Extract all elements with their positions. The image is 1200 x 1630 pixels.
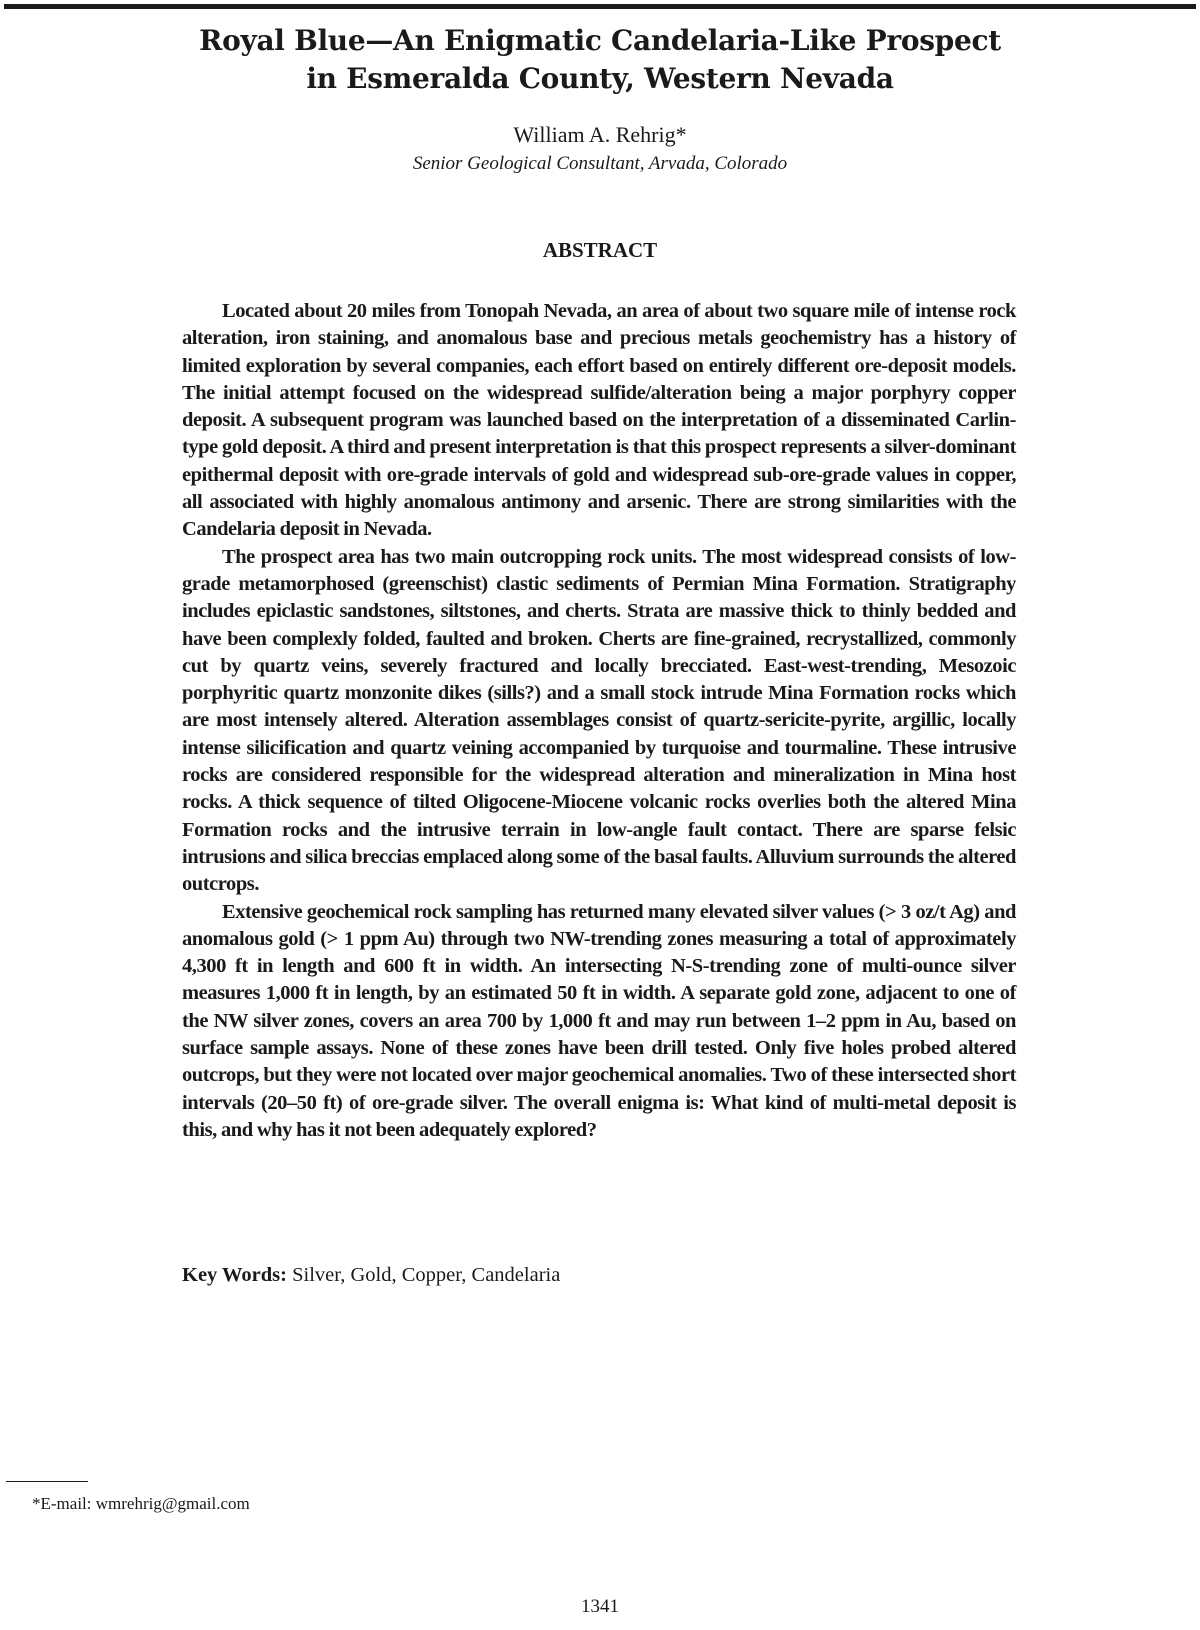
footnote-divider [6, 1481, 88, 1482]
footnote-email: *E-mail: wmrehrig@gmail.com [32, 1494, 250, 1513]
top-rule [4, 4, 1196, 9]
abstract-body [182, 298, 1016, 1144]
keywords-label: Key Words: [182, 1264, 287, 1286]
abstract-heading: ABSTRACT [542, 238, 658, 262]
author-affiliation: Senior Geological Consultant, Arvada, Colorado [412, 153, 788, 174]
title-line-1: Royal Blue—An Enigmatic Candelaria-Like Prospect [199, 24, 1001, 57]
paper-title [0, 22, 1200, 98]
keywords-value: Silver, Gold, Copper, Candelaria [286, 1264, 561, 1286]
abstract-paragraph: Extensive geochemical rock sampling has returned many elevated silver values (> 3 oz/t Ag) and anomalous gold (> 1 ppm Au) through two NW-trending zones measuring a total of approximately 4,300 ft in length and 600 ft in width. An intersecting N-S-trending zone of multi-ounce silver measures 1,000 ft in length, by an estimated 50 ft in width. A separate gold zone, adjacent to one of the NW silver zones, covers an area 700 by 1,000 ft and may run between 1–2 ppm in Au, based on surface sample assays. None of these zones have been drill tested. Only five holes probed altered outcrops, but they were not located over major geochemical anomalies. Two of these intersected short intervals (20–50 ft) of ore-grade silver. The overall enigma is: What kind of multi-metal deposit is this, and why has it not been adequately explored? [182, 900, 1016, 1141]
page-number: 1341 [581, 1596, 619, 1617]
abstract-paragraph: Located about 20 miles from Tonopah Nevada, an area of about two square mile of intense rock alteration, iron staining, and anomalous base and precious metals geochemistry has a history of limited exploration by several companies, each effort based on entirely different ore-deposit models. The initial attempt focused on the widespread sulfide/alteration being a major porphyry copper deposit. A subsequent program was launched based on the interpretation of a disseminated Carlin-type gold deposit. A third and present interpretation is that this prospect represents a silver-dominant epithermal deposit with ore-grade intervals of gold and widespread sub-ore-grade values in copper, all associated with highly anomalous antimony and arsenic. There are strong similarities with the Candelaria deposit in Nevada. [182, 300, 1016, 541]
title-line-2: in Esmeralda County, Western Nevada [306, 62, 894, 95]
abstract-paragraph: The prospect area has two main outcropping rock units. The most widespread consists of low-grade metamorphosed (greenschist) clastic sediments of Permian Mina Formation. Stratigraphy includes epiclastic sandstones, siltstones, and cherts. Strata are massive thick to thinly bedded and have been complexly folded, faulted and broken. Cherts are fine-grained, recrystallized, commonly cut by quartz veins, severely fractured and locally brecciated. East-west-trending, Mesozoic porphyritic quartz monzonite dikes (sills?) and a small stock intrude Mina Formation rocks which are most intensely altered. Alteration assemblages consist of quartz-sericite-pyrite, argillic, locally intense silicification and quartz veining accompanied by turquoise and tourmaline. These intrusive rocks are considered responsible for the widespread alteration and mineralization in Mina host rocks. A thick sequence of tilted Oligocene-Miocene volcanic rocks overlies both the altered Mina Formation rocks and the intrusive terrain in low-angle fault contact. There are sparse felsic intrusions and silica breccias emplaced along some of the basal faults. Alluvium surrounds the altered outcrops. [182, 545, 1016, 896]
keywords [182, 1264, 560, 1287]
author-name: William A. Rehrig* [513, 122, 687, 147]
